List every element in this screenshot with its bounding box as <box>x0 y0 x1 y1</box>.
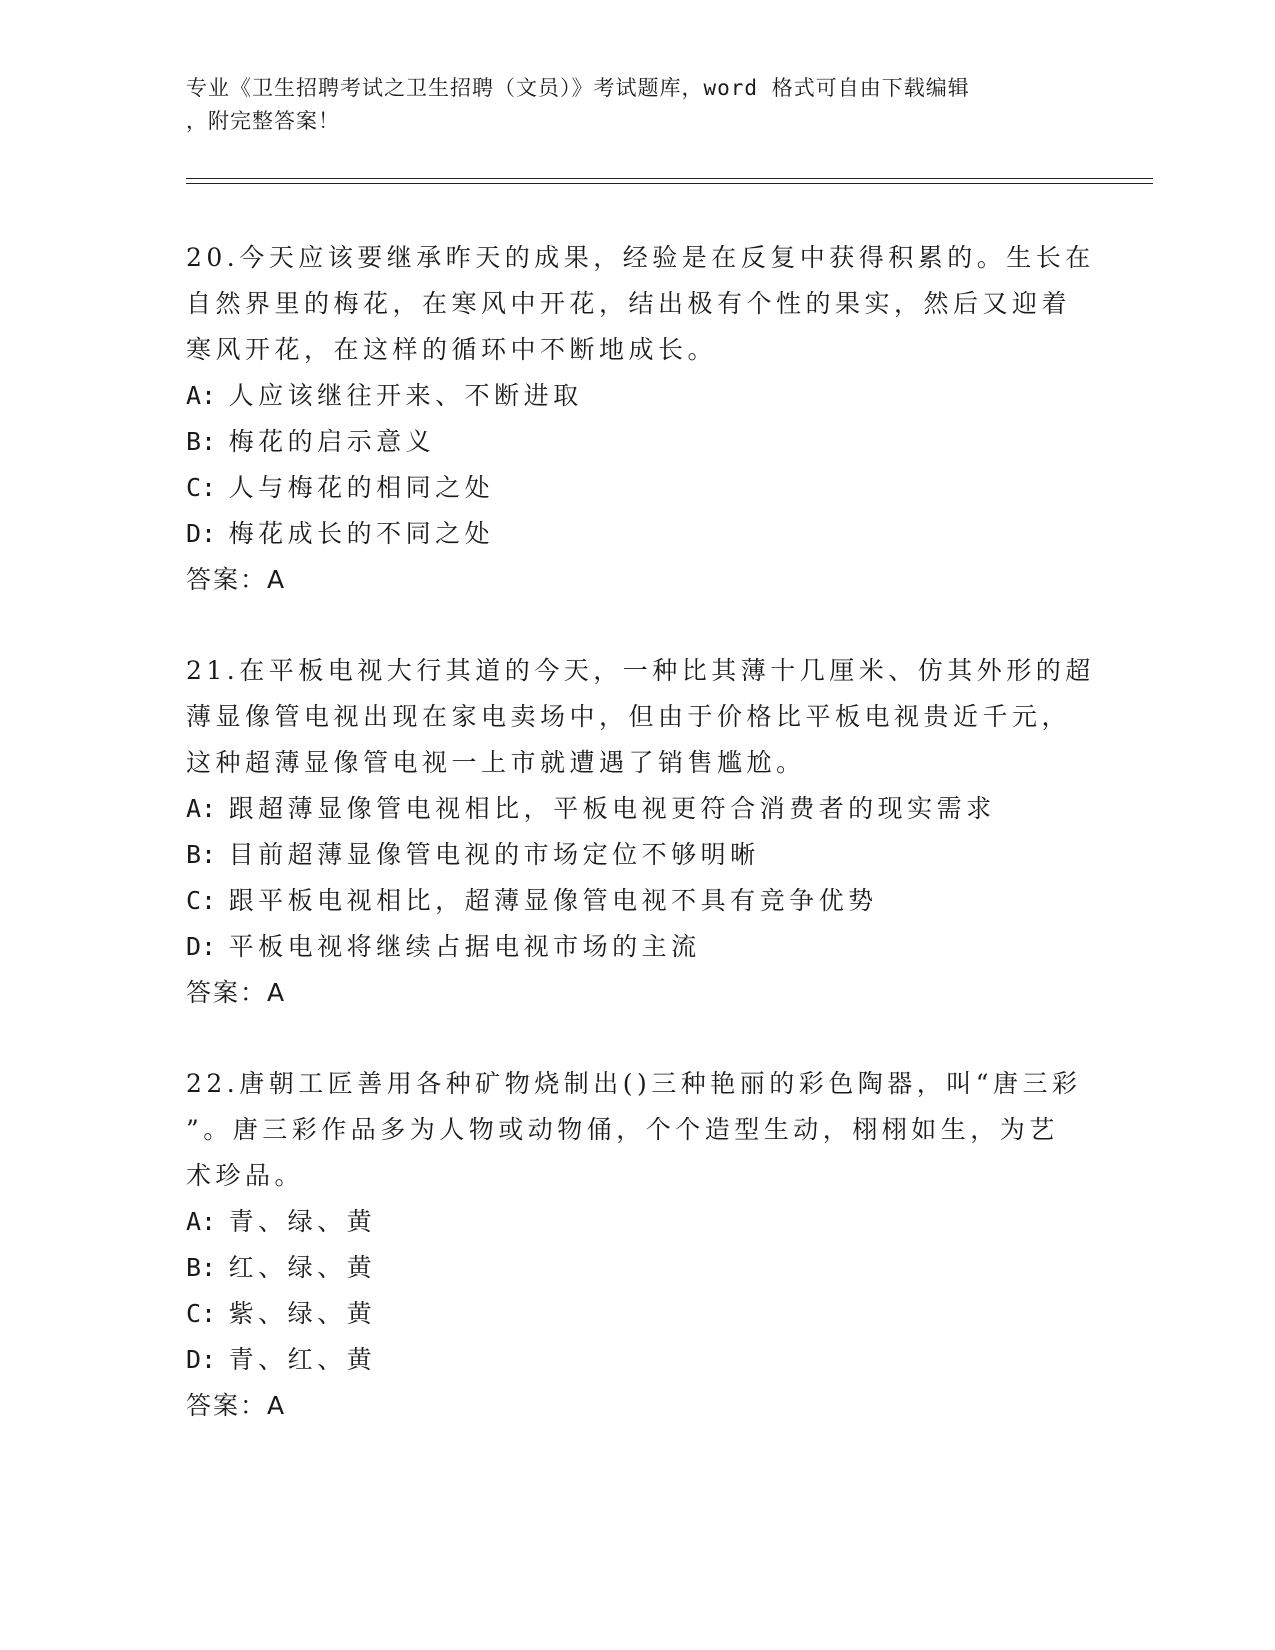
question-21 <box>186 648 1095 1016</box>
option-letter: B: <box>186 427 217 456</box>
option-letter: A: <box>186 381 217 410</box>
option-d <box>186 924 1086 970</box>
question-20 <box>186 235 1095 603</box>
option-letter: A: <box>186 794 217 823</box>
option-text: 紫、绿、黄 <box>228 1299 377 1328</box>
option-text: 平板电视将继续占据电视市场的主流 <box>228 932 701 961</box>
option-letter: D: <box>186 1345 217 1374</box>
option-a <box>186 1199 1086 1245</box>
question-text-line: 20.今天应该要继承昨天的成果，经验是在反复中获得积累的。生长在 <box>186 243 1095 272</box>
option-letter: C: <box>186 886 217 915</box>
question-text-line: 寒风开花，在这样的循环中不断地成长。 <box>186 335 718 364</box>
header-divider-bottom <box>186 183 1153 184</box>
option-text: 梅花成长的不同之处 <box>228 519 495 548</box>
header-line-1: 专业《卫生招聘考试之卫生招聘（文员）》考试题库，word 格式可自由下载编辑 <box>186 76 970 100</box>
option-letter: B: <box>186 1253 217 1282</box>
option-letter: D: <box>186 932 217 961</box>
option-text: 梅花的启示意义 <box>228 427 436 456</box>
question-text-line: 薄显像管电视出现在家电卖场中，但由于价格比平板电视贵近千元， <box>186 702 1072 731</box>
option-b <box>186 1245 1086 1291</box>
option-c <box>186 1291 1086 1337</box>
option-b <box>186 832 1086 878</box>
option-a <box>186 373 1086 419</box>
answer: 答案：A <box>186 978 287 1007</box>
option-letter: C: <box>186 473 217 502</box>
question-22 <box>186 1061 1086 1429</box>
header-line-2: ，附完整答案！ <box>186 109 340 133</box>
option-text: 青、绿、黄 <box>228 1207 377 1236</box>
question-text-line: 22.唐朝工匠善用各种矿物烧制出()三种艳丽的彩色陶器，叫“唐三彩 <box>186 1069 1082 1098</box>
option-text: 青、红、黄 <box>228 1345 377 1374</box>
option-text: 跟平板电视相比，超薄显像管电视不具有竞争优势 <box>228 886 878 915</box>
answer: 答案：A <box>186 1391 287 1420</box>
question-text-line: 自然界里的梅花，在寒风中开花，结出极有个性的果实，然后又迎着 <box>186 289 1072 318</box>
option-c <box>186 465 1086 511</box>
option-a <box>186 786 1086 832</box>
option-text: 红、绿、黄 <box>228 1253 377 1282</box>
document-header <box>186 72 1066 138</box>
option-letter: B: <box>186 840 217 869</box>
option-d <box>186 1337 1086 1383</box>
option-letter: A: <box>186 1207 217 1236</box>
option-letter: D: <box>186 519 217 548</box>
option-text: 人应该继往开来、不断进取 <box>228 381 583 410</box>
option-text: 目前超薄显像管电视的市场定位不够明晰 <box>228 840 760 869</box>
option-b <box>186 419 1086 465</box>
question-text-line: 21.在平板电视大行其道的今天，一种比其薄十几厘米、仿其外形的超 <box>186 656 1095 685</box>
answer: 答案：A <box>186 565 287 594</box>
option-letter: C: <box>186 1299 217 1328</box>
question-text-line: 术珍品。 <box>186 1161 305 1190</box>
option-d <box>186 511 1086 557</box>
question-text-line: 这种超薄显像管电视一上市就遭遇了销售尴尬。 <box>186 748 806 777</box>
header-divider-top <box>186 178 1153 179</box>
option-text: 人与梅花的相同之处 <box>228 473 495 502</box>
question-text-line: ”。唐三彩作品多为人物或动物俑，个个造型生动，栩栩如生，为艺 <box>186 1115 1059 1144</box>
option-c <box>186 878 1086 924</box>
option-text: 跟超薄显像管电视相比，平板电视更符合消费者的现实需求 <box>228 794 996 823</box>
